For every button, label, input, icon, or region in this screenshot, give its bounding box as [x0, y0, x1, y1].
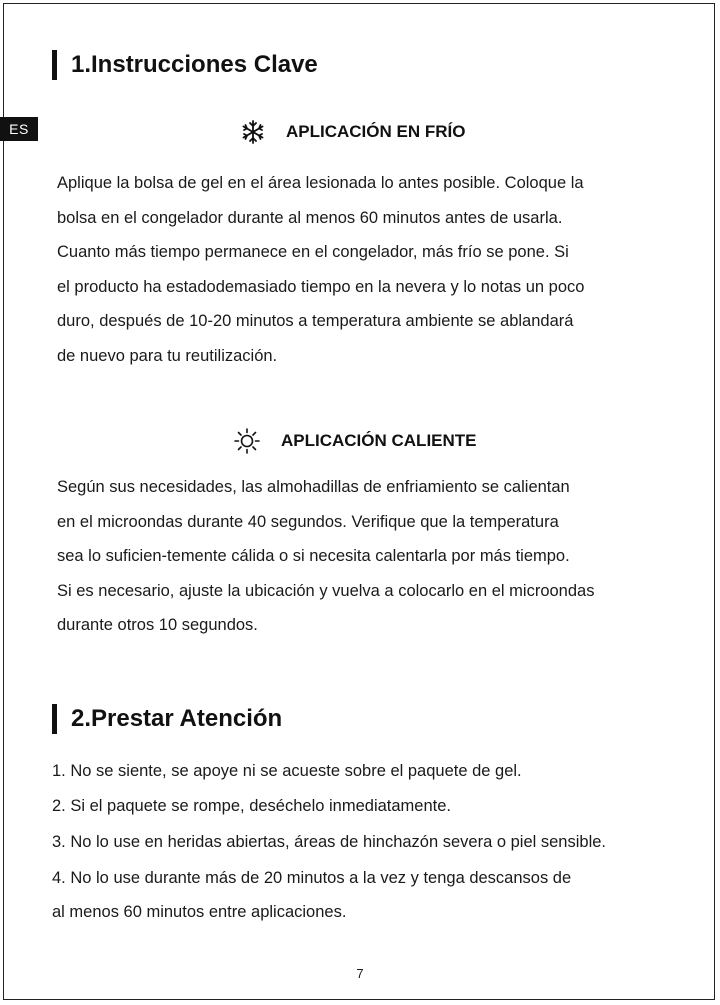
hot-application-heading	[233, 427, 477, 455]
hot-heading-text: APLICACIÓN CALIENTE	[281, 431, 477, 450]
list-item: 2. Si el paquete se rompe, deséchelo inmediatamente.	[52, 797, 451, 815]
language-tab: ES	[0, 117, 38, 141]
paragraph-line: duro, después de 10-20 minutos a temperatura ambiente se ablandará	[57, 312, 574, 330]
paragraph-line: bolsa en el congelador durante al menos 60 minutos antes de usarla.	[57, 208, 563, 227]
paragraph-line: el producto ha estadodemasiado tiempo en la nevera y lo notas un poco	[57, 277, 585, 296]
paragraph-line: Si es necesario, ajuste la ubicación y vuelva a colocarlo en el microondas	[57, 581, 595, 600]
list-item: 1. No se siente, se apoye ni se acueste sobre el paquete de gel.	[52, 762, 522, 780]
cold-heading-text: APLICACIÓN EN FRÍO	[286, 122, 466, 141]
section-2-title-text: 2.Prestar Atención	[71, 705, 283, 732]
page-number: 7	[356, 966, 364, 981]
section-marker-bar	[52, 704, 57, 734]
paragraph-line: Cuanto más tiempo permanece en el congelador, más frío se pone. Si	[57, 243, 569, 261]
paragraph-line: durante otros 10 segundos.	[57, 616, 258, 634]
paragraph-line: de nuevo para tu reutilización.	[57, 346, 278, 365]
cold-instructions-paragraph	[57, 166, 677, 373]
paragraph-line: Aplique la bolsa de gel en el área lesionada lo antes posible. Coloque la	[57, 174, 584, 192]
list-item: 3. No lo use en heridas abiertas, áreas de hinchazón severa o piel sensible.	[52, 833, 607, 851]
section-marker-bar	[52, 50, 57, 80]
sun-icon	[233, 427, 261, 455]
snowflake-icon	[240, 119, 266, 145]
cold-application-heading	[240, 119, 465, 145]
section-2-title	[52, 704, 282, 734]
paragraph-line: sea lo suficien-temente cálida o si necesita calentarla por más tiempo.	[57, 547, 570, 565]
list-item: 4. No lo use durante más de 20 minutos a la vez y tenga descansos de	[52, 869, 572, 887]
list-item: al menos 60 minutos entre aplicaciones.	[52, 903, 347, 921]
hot-instructions-paragraph	[57, 470, 677, 643]
section-1-title-text: 1.Instrucciones Clave	[71, 51, 318, 78]
paragraph-line: en el microondas durante 40 segundos. Verifique que la temperatura	[57, 512, 559, 531]
section-1-title	[52, 50, 318, 80]
paragraph-line: Según sus necesidades, las almohadillas de enfriamiento se calientan	[57, 478, 570, 496]
